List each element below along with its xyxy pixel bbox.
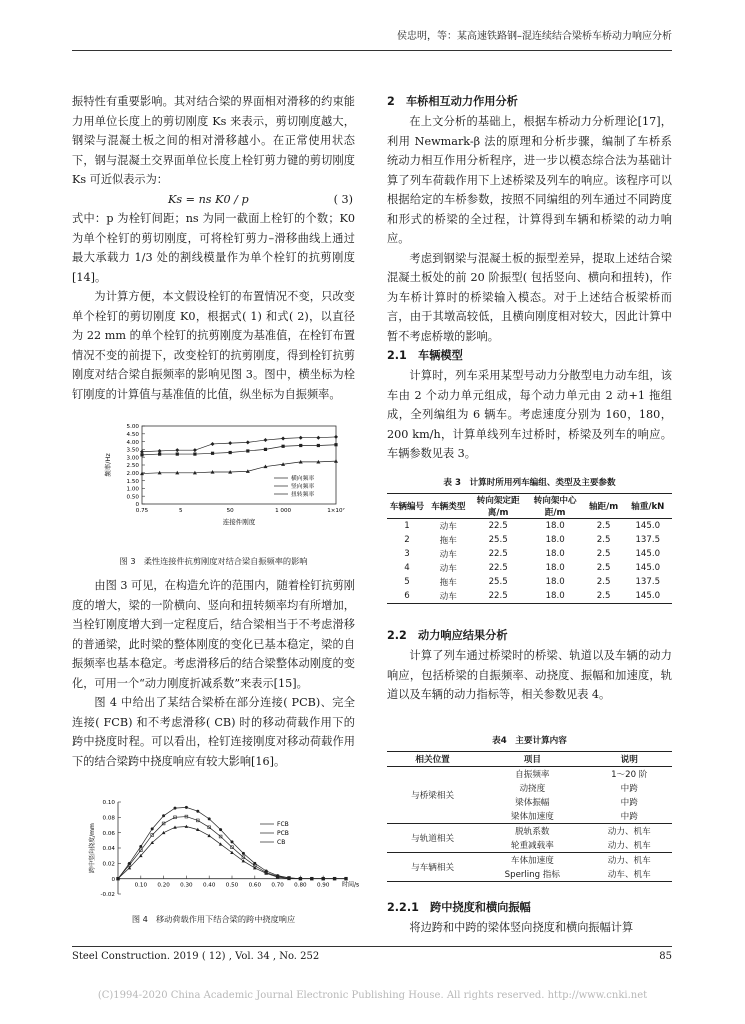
y-tick-label: 3.00 — [126, 455, 139, 462]
paragraph: 振特性有重要影响。其对结合梁的界面相对滑移的约束能力用单位长度上的剪切刚度 Ks 来表示，剪切刚度越大，钢梁与混凝土板之间的相对滑移越小。在正常使用状态下，钢与混凝土交界面单位长度上栓钉剪力键的剪切刚度 Ks 可近似表示为： — [72, 95, 355, 186]
x-axis-label: 连接件刚度 — [222, 518, 256, 526]
left-column-lower — [72, 576, 355, 771]
data-point — [334, 435, 338, 439]
table-cell: 车体加速度 — [510, 856, 554, 866]
table-cell: 145.0 — [635, 549, 661, 559]
table-cell: 动力、机车 — [607, 827, 651, 837]
legend-label: 扭转频率 — [291, 492, 315, 498]
x-tick-label: 1×10⁷ — [327, 508, 345, 514]
series-line — [142, 445, 336, 455]
table-cell: 与桥梁相关 — [411, 791, 455, 801]
data-point — [299, 436, 303, 440]
table-cell: 梁体振幅 — [515, 798, 550, 808]
table-cell: 18.0 — [545, 549, 565, 559]
data-point — [140, 450, 144, 454]
table-cell: 145.0 — [635, 563, 661, 573]
table-cell: 动车 — [439, 522, 457, 532]
x-tick-label: 50 — [226, 508, 234, 514]
equation-3 — [72, 190, 355, 210]
y-axis-label: 跨中竖向挠度/mm — [89, 823, 96, 873]
table-cell: 轮重减载率 — [510, 841, 554, 851]
x-tick-label: 0.40 — [202, 882, 216, 889]
right-column-bottom — [387, 898, 672, 938]
table-cell: 3 — [404, 549, 410, 559]
table-header: 转向架定距离/m — [476, 496, 520, 518]
table-cell: 2.5 — [596, 591, 611, 601]
table-cell: 5 — [404, 577, 410, 587]
legend-label: PCB — [277, 830, 289, 837]
table-cell: 动车 — [439, 592, 457, 602]
y-tick-label: 0.06 — [102, 830, 115, 837]
right-column-mid — [387, 626, 672, 705]
table-header: 轴距/m — [588, 502, 619, 512]
paragraph: 式中：p 为栓钉间距；ns 为同一截面上栓钉的个数；K0 为单个栓钉的剪切刚度，可将栓钉剪力–滑移曲线上通过最大承载力 1/3 处的割线模量作为单个栓钉的抗剪刚度[14]。 — [72, 212, 355, 284]
y-tick-label: 0.50 — [126, 494, 139, 501]
table-header: 相关位置 — [415, 755, 450, 765]
journal-info: Steel Construction. 2019 ( 12) , Vol. 34 , No. 252 — [72, 951, 320, 962]
y-tick-label: 0.04 — [102, 846, 115, 853]
data-point — [242, 852, 245, 855]
table-cell: 中跨 — [620, 798, 638, 808]
table-cell: 22.5 — [488, 549, 508, 559]
table-cell: 22.5 — [488, 563, 508, 573]
table-cell: 6 — [404, 591, 410, 601]
table-header: 说明 — [620, 755, 638, 765]
figure-3-chart — [98, 420, 348, 530]
paragraph: 计算时，列车采用某型号动力分散型电力动车组，该车由 2 个动力单元组成，每个动力单元由 2 动+1 拖组成，全列编组为 6 辆车。考虑速度分别为 160，180，200 km/h，计算单线列车过桥时，桥梁及列车的响应。车辆参数见表 3。 — [387, 369, 672, 460]
data-point — [176, 452, 179, 455]
data-point — [317, 444, 320, 447]
table-row — [387, 824, 672, 839]
table-cell: 18.0 — [545, 577, 565, 587]
series-line — [118, 817, 346, 879]
data-point — [281, 445, 284, 448]
table-cell: 中跨 — [620, 812, 638, 822]
equation-number: ( 3) — [333, 192, 353, 206]
y-tick-label: 4.50 — [126, 432, 139, 438]
x-tick-label: 0.20 — [157, 882, 170, 889]
paragraph: 考虑到钢梁与混凝土板的振型差异，提取上述结合梁混凝土板处的前 20 阶振型( 包括竖向、横向和扭转)，作为车桥计算时的桥梁输入模态。对于上述结合板梁桥而言，由于其墩高较低，且横向刚度相对较大，因此计算中暂不考虑桥墩的影响。 — [387, 251, 672, 343]
figure-4-caption: 图 4 移动荷载作用下结合梁的跨中挠度响应 — [131, 914, 296, 924]
y-tick-label: 0 — [111, 876, 115, 883]
data-point — [151, 827, 154, 830]
data-point — [208, 817, 211, 820]
x-tick-label: 0.80 — [294, 882, 307, 889]
y-tick-label: 4.00 — [126, 439, 139, 446]
series-line — [142, 461, 336, 473]
y-tick-label: 0.10 — [102, 800, 115, 807]
data-point — [193, 452, 196, 455]
x-tick-label: 0.75 — [135, 508, 149, 514]
x-tick-label: 1 000 — [275, 508, 292, 514]
table-row — [387, 767, 672, 782]
data-point — [158, 449, 162, 453]
y-tick-label: 2.50 — [126, 463, 139, 470]
table-cell: 137.5 — [635, 577, 661, 587]
data-point — [174, 807, 177, 810]
table-cell: 1 — [404, 521, 410, 531]
table-cell: 137.5 — [635, 535, 661, 545]
table-3 — [387, 476, 672, 604]
running-header — [72, 28, 672, 51]
y-tick-label: -0.02 — [100, 892, 115, 899]
table-row — [387, 533, 672, 547]
table-cell: 2 — [404, 535, 410, 545]
table-header: 车辆编号 — [389, 502, 425, 512]
data-point — [139, 845, 142, 848]
table-row — [387, 561, 672, 575]
y-tick-label: 0 — [135, 502, 139, 509]
table-cell: 18.0 — [545, 521, 565, 531]
data-point — [185, 806, 188, 809]
table-cell: 中跨 — [620, 784, 638, 794]
y-tick-label: 5.00 — [126, 424, 139, 431]
running-title: 侯忠明，等：某高速铁路钢–混连续结合梁桥车桥动力响应分析 — [397, 31, 672, 42]
data-point — [196, 810, 199, 813]
table-row — [387, 575, 672, 589]
data-point — [299, 444, 302, 447]
table-cell: 动力、机车 — [607, 841, 651, 851]
table-row — [387, 853, 672, 868]
table-cell: 动车 — [439, 550, 457, 560]
table-cell: 22.5 — [488, 591, 508, 601]
data-point — [264, 448, 267, 451]
table-header: 车辆类型 — [431, 502, 466, 512]
table-header: 轴重/kN — [631, 502, 665, 512]
legend-label: CB — [277, 839, 286, 846]
data-point — [231, 840, 234, 843]
table-header: 项目 — [523, 755, 541, 765]
table-caption: 表 3 计算时所用列车编组、类型及主要参数 — [443, 478, 616, 488]
data-point — [263, 438, 267, 442]
table-cell: 2.5 — [596, 577, 611, 587]
paragraph: 图 4 中给出了某结合梁桥在部分连接( PCB)、完全连接( FCB) 和不考虑滑移( CB) 时的移动荷载作用下的跨中挠度时程。可以看出，栓钉连接刚度对移动荷载作用下的结合梁跨中挠度响应有较大影响[16]。 — [72, 696, 355, 768]
table-cell: 动车、机车 — [607, 870, 651, 880]
series-line — [142, 437, 336, 452]
table-cell: 25.5 — [488, 535, 508, 545]
footer — [72, 946, 672, 962]
figure-3-caption: 图 3 柔性连接件抗剪刚度对结合梁自振频率的影响 — [119, 556, 308, 566]
paragraph: 将边跨和中跨的梁体竖向挠度和横向振幅计算 — [409, 921, 634, 934]
table-cell: 动挠度 — [519, 784, 546, 794]
table-cell: 自振频率 — [515, 770, 550, 780]
table-cell: 22.5 — [488, 521, 508, 531]
legend-label: 竖向频率 — [291, 484, 315, 490]
table — [387, 493, 672, 604]
x-tick-label: 0.70 — [271, 882, 284, 889]
left-column — [72, 92, 355, 404]
y-tick-label: 2.00 — [126, 471, 139, 477]
right-column — [387, 92, 672, 464]
data-point — [207, 834, 211, 837]
data-point — [140, 453, 143, 456]
table-cell: 2.5 — [596, 549, 611, 559]
data-point — [162, 814, 165, 817]
x-tick-label: 5 — [179, 508, 183, 514]
table-cell: 2.5 — [596, 521, 611, 531]
table-cell: 与车辆相关 — [411, 863, 455, 873]
section-title: 2.1 车辆模型 — [387, 349, 463, 362]
paragraph: 为计算方便，本文假设栓钉的布置情况不变，只改变单个栓钉的剪切刚度 K0，根据式( 1) 和式( 2)，以直径为 22 mm 的单个栓钉的抗剪刚度为基准值，在栓钉布置情况不变的前提下，改变栓钉的抗剪刚度，得到栓钉抗剪刚度对结合梁自振频率的影响见图 3。图中，横坐标为栓钉刚度的计算值与基准值的比值，纵坐标为自振频率。 — [72, 290, 355, 401]
table-cell: 2.5 — [596, 535, 611, 545]
section-title: 2.2.1 跨中挠度和横向振幅 — [387, 901, 531, 914]
legend-label: FCB — [277, 821, 289, 828]
table-cell: 25.5 — [488, 577, 508, 587]
equation: Ks = ns K0 / p — [168, 192, 249, 206]
table-cell: 18.0 — [545, 591, 565, 601]
copyright-notice: (C)1994-2020 China Academic Journal Electronic Publishing House. All rights reserved. http://www.cnki.net — [97, 990, 648, 1001]
table-cell: 2.5 — [596, 563, 611, 573]
table-header: 转向架中心距/m — [533, 496, 577, 518]
y-tick-label: 3.50 — [126, 447, 139, 454]
data-point — [228, 441, 232, 445]
table-cell: 拖车 — [439, 536, 457, 546]
page-number: 85 — [659, 951, 672, 962]
table-cell: 145.0 — [635, 521, 661, 531]
y-tick-label: 0.08 — [102, 815, 115, 822]
table-cell: 4 — [404, 563, 410, 573]
table-row — [387, 589, 672, 604]
data-point — [162, 831, 166, 834]
table-cell: 18.0 — [545, 535, 565, 545]
paragraph: 计算了列车通过桥梁时的桥梁、轨道以及车辆的动力响应，包括桥梁的自振频率、动挠度、振幅和加速度，轨道以及车辆的动力指标等，相关参数见表 4。 — [387, 649, 672, 701]
y-tick-label: 1.00 — [126, 486, 139, 493]
data-point — [219, 828, 222, 831]
table-row — [387, 547, 672, 561]
x-tick-label: 0.30 — [180, 882, 193, 889]
table-cell: 拖车 — [439, 578, 457, 588]
data-point — [211, 442, 215, 446]
data-point — [158, 452, 161, 455]
table-cell: 1～20 阶 — [611, 770, 648, 780]
section-title: 2 车桥相互动力作用分析 — [387, 95, 518, 108]
data-point — [193, 448, 197, 452]
y-axis-label: 频率/Hz — [104, 453, 112, 477]
table-cell: 与轨道相关 — [411, 834, 455, 844]
table-caption: 表4 主要计算内容 — [492, 736, 567, 746]
data-point — [246, 449, 249, 452]
data-point — [334, 443, 337, 446]
data-point — [175, 448, 179, 452]
data-point — [281, 436, 285, 440]
table-4 — [387, 734, 672, 882]
data-point — [246, 440, 250, 444]
y-tick-label: 1.50 — [126, 478, 139, 485]
data-point — [229, 451, 232, 454]
table-row — [387, 519, 672, 534]
x-tick-label: 0.10 — [134, 882, 148, 889]
table-cell: 18.0 — [545, 563, 565, 573]
data-point — [211, 452, 214, 455]
legend-label: 横向频率 — [291, 476, 315, 482]
table-cell: 梁体加速度 — [510, 812, 554, 822]
figure-4-chart — [84, 796, 360, 910]
x-axis-label: 时间/s — [342, 881, 360, 889]
paragraph: 在上文分析的基础上，根据车桥动力分析理论[17]，利用 Newmark-β 法的原理和分析步骤，编制了车桥系统动力相互作用分析程序，进一步以模态综合法为基础计算了列车荷载作用下上述桥梁及列车的响应。该程序可以根据给定的车桥参数，按照不同编组的列车通过不同跨度和形式的桥梁的全过程，计算得到车辆和桥梁的动力响应。 — [387, 115, 672, 245]
y-tick-label: 0.02 — [102, 861, 115, 868]
data-point — [316, 436, 320, 440]
table-cell: Sperling 指标 — [504, 870, 560, 880]
x-tick-label: 0.50 — [225, 882, 239, 889]
table — [387, 751, 672, 882]
paragraph: 由图 3 可见，在构造允许的范围内，随着栓钉抗剪刚度的增大，梁的一阶横向、竖向和扭转频率均有所增加，当栓钉刚度增大到一定程度后，结合梁相当于不考虑滑移的普通梁，此时梁的整体刚度的变化已基本稳定，梁的自振频率也基本稳定。考虑滑移后的结合梁整体动刚度的变化，可用一个“动力刚度折减系数”来表示[15]。 — [72, 579, 355, 690]
x-tick-label: 0.60 — [248, 882, 262, 889]
table-cell: 脱轨系数 — [515, 827, 550, 837]
section-title: 2.2 动力响应结果分析 — [387, 629, 508, 642]
table-cell: 145.0 — [635, 591, 661, 601]
x-tick-label: 0.90 — [316, 882, 330, 889]
table-cell: 动力、机车 — [607, 856, 651, 866]
table-cell: 动车 — [439, 564, 457, 574]
